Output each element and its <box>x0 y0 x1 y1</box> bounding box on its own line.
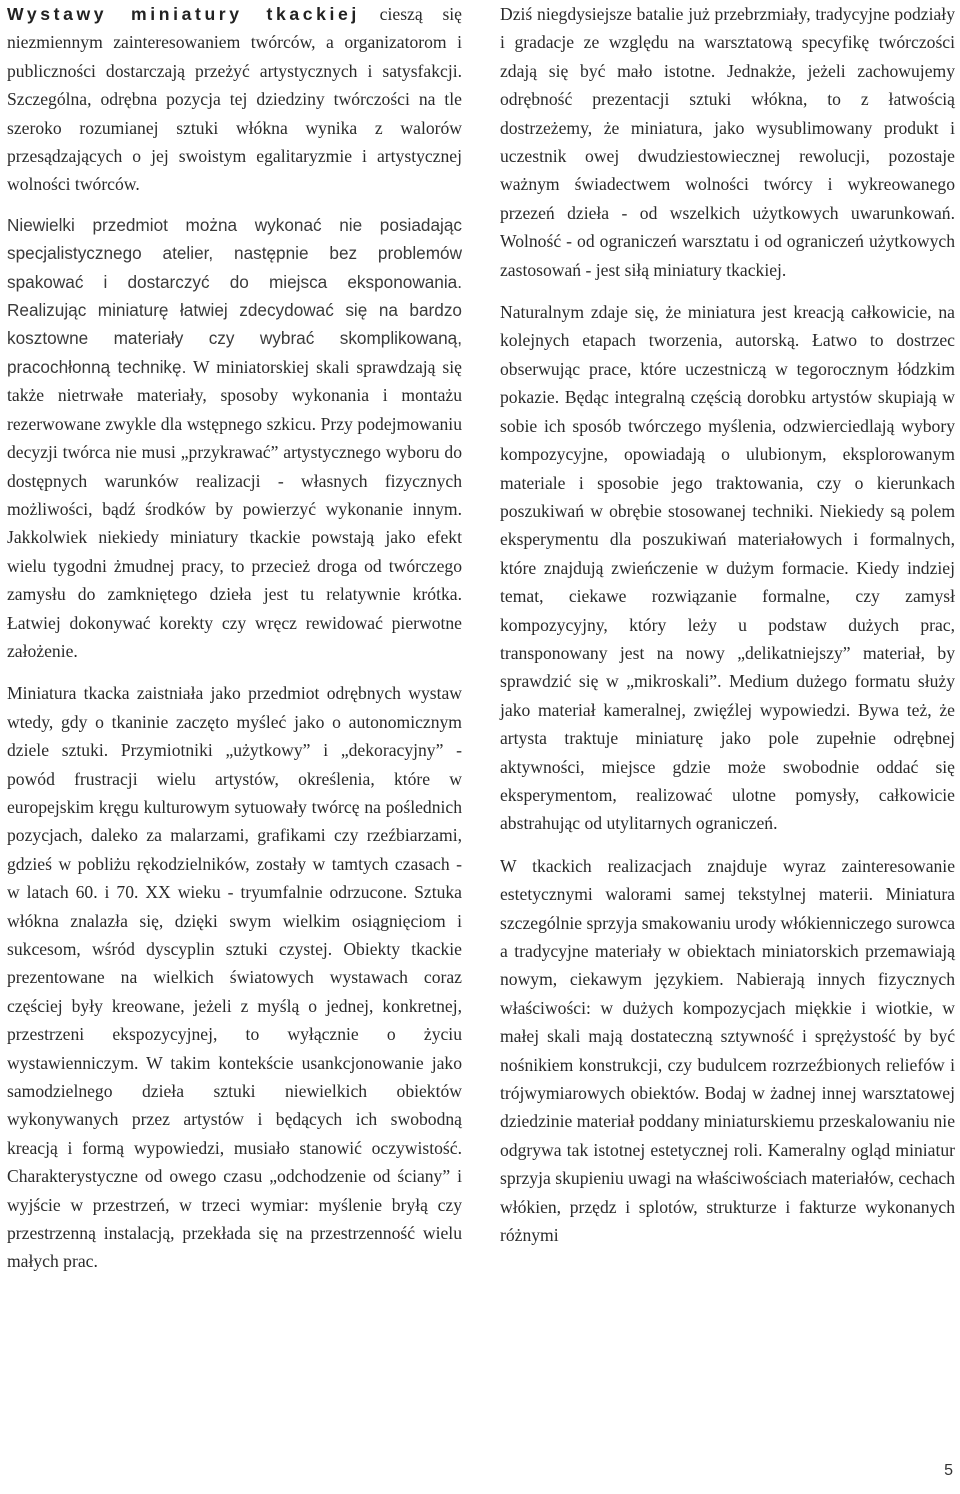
paragraph-history: Miniatura tkacka zaistniała jako przedmiot odrębnych wystaw wtedy, gdy o tkaninie zaczęto myśleć jako o autonomicznym dziele sztuki. Przymiotniki „użytkowy” i „dekoracyjny” - powód frustracji wielu artystów, określenia, które w europejskim kręgu kulturowym sytuowały twórcę na poślednich pozycjach, daleko za malarzami, grafikami czy rzeźbiarzami, gdzieś w pobliżu rękodzielników, zostały w tamtych czasach - w latach 60. i 70. XX wieku - tryumfalnie odrzucone. Sztuka włókna znalazła się, dzięki swym wielkim osiągnięciom i sukcesom, wśród dyscyplin sztuki czystej. Obiekty tkackie prezentowane na wielkich światowych wystawach coraz częściej były kreowane, jeżeli z myślą o jednej, konkretnej, przestrzeni ekspozycyjnej, to wyłącznie o życiu wystawienniczym. W takim kontekście usankcjonowanie jako samodzielnego dzieła sztuki niewielkich obiektów wykonywanych przez artystów i będących ich swobodną kreacją i formą wypowiedzi, musiało stanowić oczywistość. Charakterystyczne od owego czasu „odchodzenie od ściany” i wyjście w przestrzeń, w trzeci wymiar: myślenie bryłą czy przestrzenną instalacją, przekłada się na przestrzenność wielu małych prac. <box>7 683 462 1272</box>
page-number: 5 <box>944 1462 953 1479</box>
left-column <box>7 0 462 1290</box>
right-column <box>500 0 955 1263</box>
paragraph-small-object-text: W miniatorskiej skali sprawdzają się także nietrwałe materiały, sposoby wykonania i montażu rezerwowane zwykle dla wstępnego szkicu. Przy podejmowaniu decyzji twórca nie musi „przykrawać” artystycznego wyboru do dostępnych warunków realizacji - własnych fizycznych możliwości, bądź środków by powierzyć wykonanie innym. Jakkolwiek niekiedy miniatury tkackie powstają jako efekt wielu tygodni żmudnej pracy, to przecież droga od twórczego zamysłu do zamkniętego dzieła jest tu relatywnie krótka. Łatwiej dokonywać korekty czy wręcz rewidować pierwotne założenie. <box>7 356 462 661</box>
paragraph-intro <box>7 0 462 199</box>
paragraph-intro-text: cieszą się niezmiennym zainteresowaniem twórców, a organizatorom i publiczności dostarczają przeżyć artystycznych i satysfakcji. Szczególna, odrębna pozycja tej dziedziny twórczości na tle szeroko rozumianej sztuki włókna wynika z walorów przesądzających o jej swoistym egalitaryzmie i artystycznej wolności twórców. <box>7 4 462 195</box>
paragraph-small-object-sans-text: Niewielki przedmiot można wykonać nie posiadając specjalistycznego atelier, następnie bez problemów spakować i dostarczyć do miejsca eksponowania. Realizując miniaturę łatwiej zdecydować się na bardzo kosztowne materiały czy wybrać skomplikowaną, pracochłonną technikę. <box>7 214 462 377</box>
paragraph-authorship: Naturalnym zdaje się, że miniatura jest kreacją całkowicie, na kolejnych etapach tworzenia, autorską. Łatwo to dostrzec obserwując prace, które uczestniczą w tegorocznym łódzkim pokazie. Będąc integralną częścią dorobku artystów skupiają w sobie ich sposób twórczego myślenia, odzwierciedlają wybory kompozycyjne, opowiadają o ulubionym, eksplorowanym materiale i sposobie jego traktowania, czy o kierunkach poszukiwań w obrębie stosowanej techniki. Niekiedy są polem eksperymentu dla poszukiwań materiałowych i formalnych, które znajdują zwieńczenie w dużym formacie. Kiedy indziej temat, ciekawe rozwiązanie formalne, czy zamysł kompozycyjny, który leży u podstaw dużych prac, transponowany jest na nowy „delikatniejszy” materiał, by sprawdzić się w „mikroskali”. Medium dużego formatu służy jako materiał kameralnej, zwięźlej wypowiedzi. Bywa też, że artysta traktuje miniaturę jako pole zupełnie odrębnej aktywności, miejsce gdzie może swobodnie oddać się eksperymentom, realizować ulotne pomysły, całkowicie abstrahując od utylitarnych ograniczeń. <box>500 302 955 834</box>
paragraph-freedom: Dziś niegdysiejsze batalie już przebrzmiały, tradycyjne podziały i gradacje ze względu na warsztatową specyfikę twórczości zdają się być mało istotne. Jednakże, jeżeli zachowujemy odrębność prezentacji sztuki włókna, to z łatwością dostrzeżemy, że miniatura, jako wysublimowany produkt i uczestnik owej dwudziestowiecznej rewolucji, pozostaje ważnym świadectwem wolności twórcy i wykreowanego przezeń dzieła - od wszelkich użytkowych uwarunkowań. Wolność - od ograniczeń warsztatu i od ograniczeń użytkowych zastosowań - jest siłą miniatury tkackiej. <box>500 4 955 280</box>
paragraph-small-object <box>7 211 462 666</box>
lead-heading: Wystawy miniatury tkackiej <box>7 4 360 24</box>
paragraph-material: W tkackich realizacjach znajduje wyraz zainteresowanie estetycznymi walorami samej tekstylnej materii. Miniatura szczególnie sprzyja smakowaniu urody włókienniczego surowca a tradycyjne materiały w obiektach miniatorskich przemawiają nowym, ciekawym językiem. Nabierają innych fizycznych właściwości: w dużych kompozycjach miękkie i wiotkie, w małej skali mają dostateczną sztywność i sprężystość by być nośnikiem konstrukcji, czy budulcem rozrzeźbionych reliefów i trójwymiarowych obiektów. Bodaj w żadnej innej warsztatowej dziedzinie materiał poddany miniaturskiemu przeskalowaniu nie odgrywa tak istotnej estetycznej roli. Kameralny ogląd miniatur sprzyja skupieniu uwagi na właściwościach materiałów, cechach włókien, przędz i splotów, strukturze i fakturze wykonanych różnymi <box>500 855 955 1246</box>
